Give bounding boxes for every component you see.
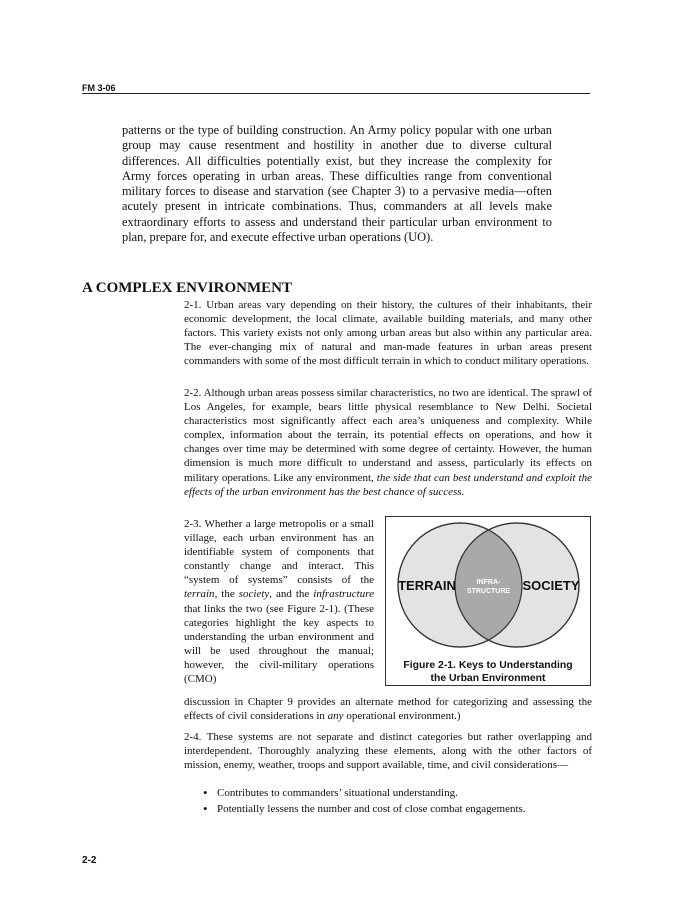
running-header — [82, 85, 590, 97]
header-rule — [82, 93, 590, 94]
terrain-label: TERRAIN — [398, 578, 456, 593]
venn-diagram — [386, 517, 592, 657]
infrastructure-label-line2: STRUCTURE — [466, 588, 511, 595]
p3-term-society: society — [238, 588, 270, 601]
paragraph-2-3 — [184, 517, 374, 686]
paragraph-2-2-emphasis: the side that can best understand and exploit the effects of the urban environment has the best chance of success. — [184, 471, 592, 498]
p3-term-terrain: terrain — [184, 588, 215, 601]
p3-text-b: , the — [214, 588, 239, 601]
p3-term-infrastructure: infrastructure — [313, 588, 374, 601]
page-number: 2-2 — [82, 855, 97, 866]
society-label: SOCIETY — [522, 578, 580, 593]
caption-line-1: Figure 2-1. Keys to Understanding — [403, 660, 573, 671]
paragraph-2-4: 2-4. These systems are not separate and distinct categories but rather overlapping and interdependent. Thoroughly analyzing these elements, along with the other factors of mission, enemy, weather, troops and support available, time, and civil considerations— — [184, 731, 592, 772]
paragraph-2-2 — [184, 386, 592, 499]
caption-line-2: the Urban Environment — [430, 673, 546, 684]
paragraph-2-2-text: 2-2. Although urban areas possess similar characteristics, no two are identical. The sprawl of Los Angeles, for example, bears little physical resemblance to New Delhi. Societal characteristics most significantly affect each area’s uniqueness and complexity. While complex, information about the terrain, its potential effects on operations, and how it changes over time may be determined with some degree of certainty. However, the human dimension is much more difficult to understand and assess, particularly its effects on military operations. Like any environment, — [184, 387, 592, 484]
figure-caption — [386, 659, 590, 685]
p3-text-d: that links the two (see Figure 2-1). (These categories highlight the key aspects to understanding the urban environment and will be used throughout the manual; however, the civil-military operations (CMO) — [184, 602, 374, 686]
manual-id: FM 3-06 — [82, 83, 119, 93]
paragraph-2-3-continued — [184, 695, 592, 723]
section-title: A COMPLEX ENVIRONMENT — [82, 280, 293, 296]
list-item: • Potentially lessens the number and cost of close combat engagements. — [200, 801, 600, 817]
p3-text-e: discussion in Chapter 9 provides an alternate method for categorizing and assessing the effects of civil considerations in — [184, 696, 592, 723]
p3-text-a: 2-3. Whether a large metropolis or a small village, each urban environment has an identifiable system of components that constantly change and interact. This “system of systems” consists of the — [184, 518, 374, 587]
p3-text-c: , and the — [269, 588, 314, 601]
p3-text-f: operational environment.) — [343, 710, 461, 723]
figure-2-1 — [385, 516, 591, 686]
p3-term-any: any — [327, 710, 344, 723]
infrastructure-label-line1: INFRA- — [476, 579, 501, 586]
paragraph-2-1: 2-1. Urban areas vary depending on their history, the cultures of their inhabitants, their economic development, the local climate, available building materials, and many other factors. This variety exists not only among urban areas but also within any particular area. The ever-changing mix of natural and man-made features in urban areas present commanders with some of the most difficult terrain in which to conduct military operations. — [184, 299, 592, 368]
bullet-list — [200, 785, 600, 817]
list-item: • Contributes to commanders’ situational understanding. — [200, 785, 600, 801]
intro-paragraph: patterns or the type of building construction. An Army policy popular with one urban group may cause resentment and hostility in another due to diverse cultural differences. All difficulties potentially exist, but they increase the complexity for Army forces operating in urban areas. These difficulties range from conventional military forces to disease and starvation (see Chapter 3) to a pervasive media—often acutely present in intricate combinations. Thus, commanders at all levels make extraordinary efforts to assess and understand their particular urban environment to plan, prepare for, and execute effective urban operations (UO). — [122, 123, 552, 245]
